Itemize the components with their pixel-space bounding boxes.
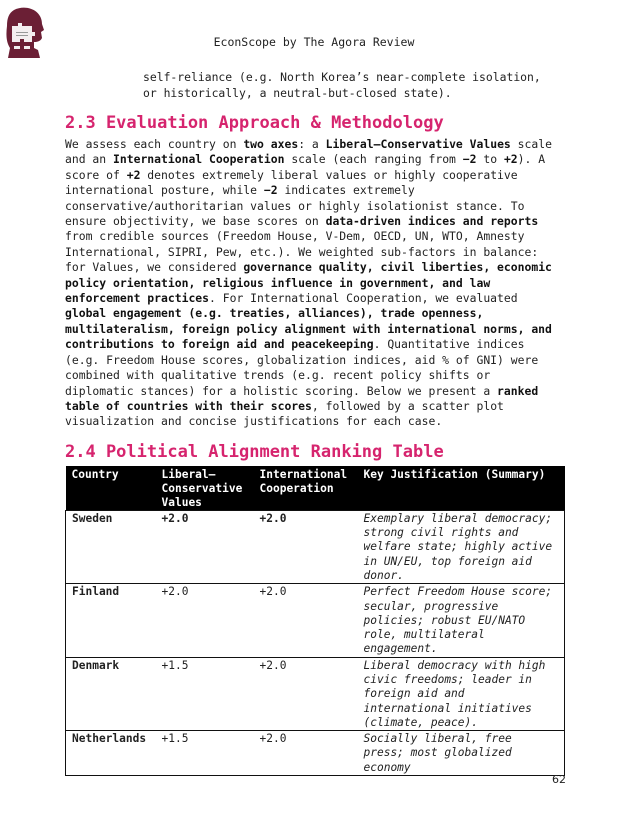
paragraph-text: ). A score of (65, 152, 546, 182)
table-row (66, 731, 565, 776)
emphasized-text: data-driven indices and reports (325, 214, 539, 229)
table-row (66, 510, 565, 583)
continued-paragraph (143, 70, 565, 101)
emphasized-text: ranked table of countries with their scores (65, 383, 539, 413)
cell-cooperation: +2.0 (254, 584, 358, 657)
paragraph-text: : a (298, 137, 326, 151)
paragraph-text: denotes extremely liberal values or highly cooperative international posture, while (65, 167, 518, 198)
continued-line: or historically, a neutral-but-closed state). (143, 85, 452, 100)
emphasized-text: −2 (263, 183, 278, 198)
emphasized-text: +2 (126, 167, 141, 182)
paragraph-text: . For International Cooperation, we evaluated (209, 291, 518, 306)
emphasized-text: two axes (243, 137, 299, 151)
table-row (66, 657, 565, 730)
paragraph-text: indicates extremely conservative/authoritarian values or highly isolationist stance. To ensure objectivity, we base scores on (65, 183, 525, 229)
section-heading-2-3: 2.3 Evaluation Approach & Methodology (65, 113, 444, 133)
running-header: EconScope by The Agora Review (213, 35, 415, 49)
ranking-table (65, 466, 565, 776)
cell-country: Denmark (66, 657, 156, 730)
emphasized-text: International Cooperation (113, 152, 285, 167)
section-heading-2-4: 2.4 Political Alignment Ranking Table (65, 441, 444, 462)
paragraph-text: scale and an (65, 137, 552, 167)
methodology-paragraph (65, 137, 565, 430)
column-header-cooperation: International Cooperation (254, 466, 358, 511)
cell-values: +1.5 (156, 731, 254, 776)
cell-cooperation: +2.0 (254, 731, 358, 776)
page-number: 62 (552, 773, 566, 786)
cell-country: Sweden (66, 510, 156, 583)
column-header-values: Liberal–Conservative Values (156, 466, 254, 511)
cell-values: +1.5 (156, 657, 254, 730)
cell-justification: Liberal democracy with high civic freedoms; leader in foreign aid and international initiatives (climate, peace). (358, 657, 565, 730)
table-row (66, 584, 565, 657)
table-header-row (66, 466, 565, 511)
paragraph-text: We assess each country on (65, 137, 244, 151)
cell-values: +2.0 (156, 510, 254, 583)
cell-country: Finland (66, 584, 156, 657)
publication-logo (4, 6, 48, 58)
continued-line: self-reliance (e.g. North Korea’s near-complete isolation, (143, 70, 541, 84)
emphasized-text: governance quality, civil liberties, economic policy orientation, religious influence in government, and law enforcement practices (65, 260, 552, 306)
cell-cooperation: +2.0 (254, 657, 358, 730)
emphasized-text: +2 (503, 152, 518, 167)
emphasized-text: global engagement (e.g. treaties, alliances), trade openness, multilateralism, foreign policy alignment with international norms, and contributions to foreign aid and peacekeeping (65, 306, 552, 352)
cell-values: +2.0 (156, 584, 254, 657)
paragraph-text: scale (each ranging from (284, 152, 463, 167)
emphasized-text: Liberal–Conservative Values (325, 137, 511, 151)
paragraph-text: , followed by a scatter plot visualization and concise justifications for each case. (65, 398, 504, 429)
cell-justification: Perfect Freedom House score; secular, progressive policies; robust EU/NATO role, multilateral engagement. (358, 584, 565, 657)
emphasized-text: −2 (462, 152, 477, 167)
head-silhouette-logo-icon (4, 6, 48, 58)
column-header-justification: Key Justification (Summary) (358, 466, 565, 511)
column-header-country: Country (66, 466, 156, 511)
paragraph-text: . Quantitative indices (e.g. Freedom House scores, globalization indices, aid % of GNI) were combined with qualitative trends (e.g. recent policy shifts or diplomatic stances) for a holistic scoring. Below we present a (65, 337, 539, 398)
cell-country: Netherlands (66, 731, 156, 776)
paragraph-text: to (476, 152, 504, 167)
cell-justification: Exemplary liberal democracy; strong civil rights and welfare state; highly active in UN/EU, top foreign aid donor. (358, 510, 565, 583)
cell-justification: Socially liberal, free press; most globalized economy (358, 731, 565, 776)
paragraph-text: from credible sources (Freedom House, V-Dem, OECD, UN, WTO, Amnesty International, SIPRI, Pew, etc.). We weighted sub-factors in balance: for Values, we considered (65, 229, 539, 275)
cell-cooperation: +2.0 (254, 510, 358, 583)
page-content (65, 70, 565, 776)
